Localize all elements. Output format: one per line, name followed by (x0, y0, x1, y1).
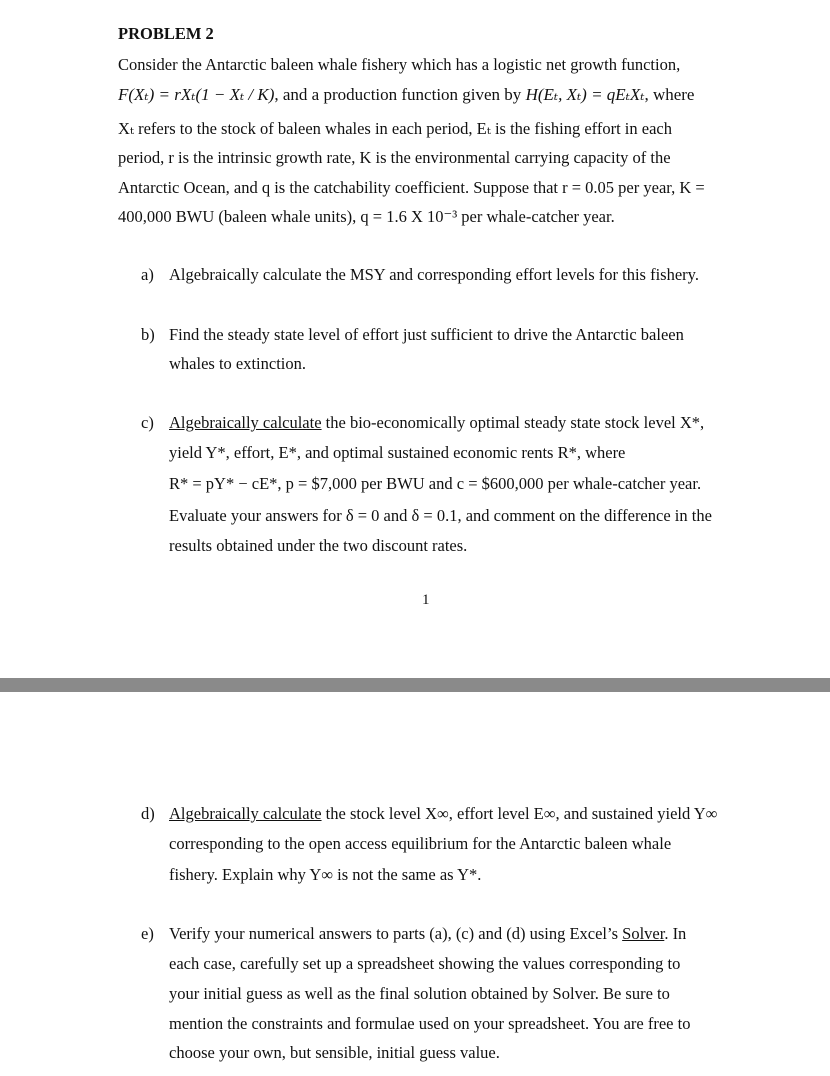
intro-line-3: Xₜ refers to the stock of baleen whales in each period, Eₜ is the fishing effort in each (118, 119, 672, 138)
part-a-line-1: Algebraically calculate the MSY and corresponding effort levels for this fishery. (169, 265, 699, 284)
problem-title: PROBLEM 2 (118, 24, 214, 43)
part-e-line-2: each case, carefully set up a spreadsheet showing the values corresponding to (169, 954, 681, 973)
part-c-line-1 (169, 413, 704, 433)
part-e-label: e) (141, 924, 154, 943)
part-d-label: d) (141, 804, 155, 823)
part-b-line-1: Find the steady state level of effort just sufficient to drive the Antarctic baleen (169, 325, 684, 344)
intro-line-1: Consider the Antarctic baleen whale fishery which has a logistic net growth function, (118, 55, 681, 74)
part-c-underlined-text: Algebraically calculate (169, 413, 322, 432)
part-c-line-3: R* = pY* − cE*, p = $7,000 per BWU and c = $600,000 per whale-catcher year. (169, 474, 702, 493)
part-e-line-3: your initial guess as well as the final solution obtained by Solver. Be sure to (169, 984, 670, 1003)
part-e-line-4: mention the constraints and formulae used on your spreadsheet. You are free to (169, 1014, 691, 1033)
production-function-formula: H(Eₜ, Xₜ) = qEₜXₜ (525, 85, 645, 104)
part-e-line-1 (169, 924, 686, 944)
document-page-2 (0, 692, 830, 1076)
part-d-line-1-rest: the stock level X∞, effort level E∞, and sustained yield Y∞ (321, 804, 718, 823)
intro-line-2-mid: , and a production function given by (274, 85, 526, 104)
part-c-label: c) (141, 413, 154, 432)
part-e-line-5: choose your own, but sensible, initial guess value. (169, 1043, 500, 1062)
part-d-underlined-text: Algebraically calculate (169, 804, 322, 823)
part-b-label: b) (141, 325, 155, 344)
intro-line-4: period, r is the intrinsic growth rate, K is the environmental carrying capacity of the (118, 148, 671, 167)
intro-line-5: Antarctic Ocean, and q is the catchability coefficient. Suppose that r = 0.05 per year, K = (118, 178, 705, 197)
part-e-line-1-start: Verify your numerical answers to parts (a), (c) and (d) using Excel’s (169, 924, 623, 943)
intro-line-2 (118, 85, 694, 105)
part-a-label: a) (141, 265, 154, 284)
part-e-line-1-end: . In (664, 924, 687, 943)
intro-line-6: 400,000 BWU (baleen whale units), q = 1.6 X 10⁻³ per whale-catcher year. (118, 207, 615, 226)
part-c-line-4: Evaluate your answers for δ = 0 and δ = 0.1, and comment on the difference in the (169, 506, 712, 525)
part-c-line-2: yield Y*, effort, E*, and optimal sustained economic rents R*, where (169, 443, 626, 462)
intro-line-2-end: , where (644, 85, 695, 104)
page-separator (0, 678, 830, 692)
growth-function-formula: F(Xₜ) = rXₜ(1 − Xₜ / K) (118, 85, 275, 104)
solver-link-text: Solver (622, 924, 665, 943)
part-d-line-1 (169, 804, 717, 824)
part-c-line-5: results obtained under the two discount rates. (169, 536, 468, 555)
page-number: 1 (422, 592, 430, 608)
part-d-line-3: fishery. Explain why Y∞ is not the same as Y*. (169, 865, 482, 884)
part-b-line-2: whales to extinction. (169, 354, 307, 373)
part-d-line-2: corresponding to the open access equilibrium for the Antarctic baleen whale (169, 834, 672, 853)
part-c-line-1-rest: the bio-economically optimal steady state stock level X*, (321, 413, 705, 432)
